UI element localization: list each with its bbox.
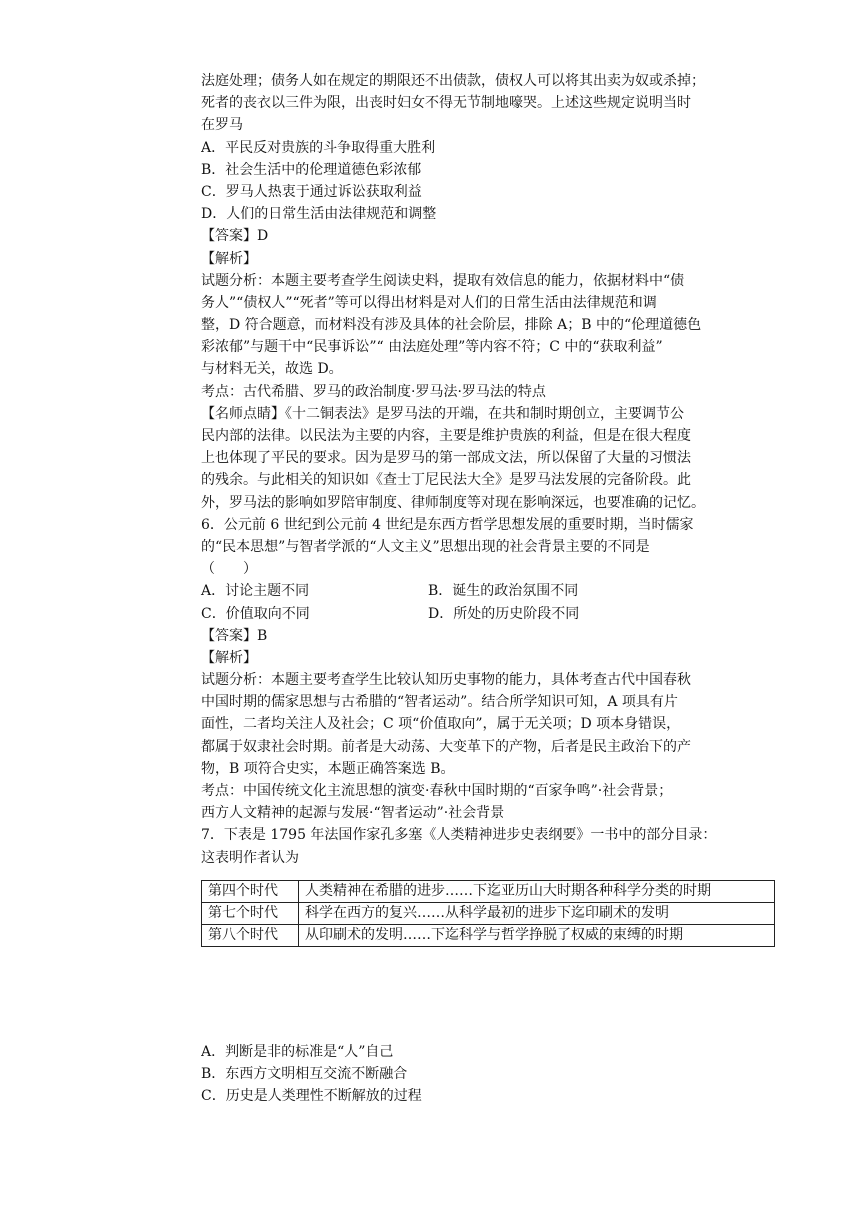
option-a: A．讨论主题不同 xyxy=(201,583,310,600)
kaodian-line: 西方人文精神的起源与发展·“智者运动”·社会背景 xyxy=(201,805,505,822)
question-stem-line: 7．下表是 1795 年法国作家孔多塞《人类精神进步史表纲要》一书中的部分目录： xyxy=(201,827,717,844)
analysis-line: 试题分析：本题主要考查学生比较认知历史事物的能力，具体考查古代中国春秋 xyxy=(201,672,691,689)
options-row xyxy=(201,603,781,625)
option-c: C．历史是人类理性不断解放的过程 xyxy=(201,1088,422,1105)
question-stem-line: （ ） xyxy=(201,561,257,578)
document-content xyxy=(201,70,781,1107)
question-stem-line: 的“民本思想”与智者学派的“人文主义”思想出现的社会背景主要的不同是 xyxy=(201,538,650,555)
option-d: D．所处的历史阶段不同 xyxy=(428,605,580,622)
table-cell-description: 人类精神在希腊的进步……下迄亚历山大时期各种科学分类的时期 xyxy=(299,880,775,902)
table-cell-era: 第四个时代 xyxy=(202,880,299,902)
question-7 xyxy=(201,824,781,1107)
mingshi-line: 的残余。与此相关的知识如《查士丁尼民法大全》是罗马法发展的完备阶段。此 xyxy=(201,472,691,489)
answer-label: 【答案】B xyxy=(201,627,268,644)
kaodian-line: 考点：古代希腊、罗马的政治制度·罗马法·罗马法的特点 xyxy=(201,383,546,400)
analysis-line: 都属于奴隶社会时期。前者是大动荡、大变革下的产物，后者是民主政治下的产 xyxy=(201,738,691,755)
analysis-line: 整，D 符合题意，而材料没有涉及具体的社会阶层，排除 A；B 中的“伦理道德色 xyxy=(201,317,702,334)
table-row xyxy=(202,880,775,902)
question-stem-line: 在罗马 xyxy=(201,117,243,134)
analysis-line: 中国时期的儒家思想与古希腊的“智者运动”。结合所学知识可知，A 项具有片 xyxy=(201,694,678,711)
analysis-line: 彩浓郁”与题干中“民事诉讼”“ 由法庭处理”等内容不符；C 中的“获取利益” xyxy=(201,339,663,356)
question-6 xyxy=(201,514,781,825)
mingshi-line: 民内部的法律。以民法为主要的内容，主要是维护贵族的利益，但是在很大程度 xyxy=(201,428,691,444)
analysis-label: 【解析】 xyxy=(201,250,257,267)
options-row xyxy=(201,580,781,602)
analysis-line: 务人”“债权人”“死者”等可以得出材料是对人们的日常生活由法律规范和调 xyxy=(201,294,657,311)
question-5 xyxy=(201,70,781,514)
option-b: B．社会生活中的伦理道德色彩浓郁 xyxy=(201,161,422,178)
question-stem-line: 6．公元前 6 世纪到公元前 4 世纪是东西方哲学思想发展的重要时期，当时儒家 xyxy=(201,516,694,533)
question-stem-line: 这表明作者认为 xyxy=(201,849,299,866)
kaodian-line: 考点：中国传统文化主流思想的演变·春秋中国时期的“百家争鸣”·社会背景； xyxy=(201,783,673,799)
option-a: A．判断是非的标准是“人”自己 xyxy=(201,1043,394,1060)
option-b: B．诞生的政治氛围不同 xyxy=(428,583,579,600)
mingshi-line: 外，罗马法的影响如罗陪审制度、律师制度等对现在影响深远，也要准确的记忆。 xyxy=(201,494,705,511)
table-cell-era: 第七个时代 xyxy=(202,902,299,924)
option-c: C．价值取向不同 xyxy=(201,605,310,622)
mingshi-line: 【名师点睛】《十二铜表法》是罗马法的开端，在共和制时期创立，主要调节公 xyxy=(201,405,684,422)
table-row xyxy=(202,924,775,946)
option-c: C．罗马人热衷于通过诉讼获取利益 xyxy=(201,183,422,200)
analysis-line: 物，B 项符合史实，本题正确答案选 B。 xyxy=(201,760,455,777)
table-cell-era: 第八个时代 xyxy=(202,924,299,946)
option-d: D．人们的日常生活由法律规范和调整 xyxy=(201,206,437,223)
option-b: B．东西方文明相互交流不断融合 xyxy=(201,1065,408,1082)
analysis-line: 面性，二者均关注人及社会；C 项“价值取向”，属于无关项；D 项本身错误， xyxy=(201,716,681,733)
analysis-label: 【解析】 xyxy=(201,649,257,666)
contents-table xyxy=(201,880,775,947)
question-stem-line: 法庭处理；债务人如在规定的期限还不出债款，债权人可以将其出卖为奴或杀掉； xyxy=(201,73,705,89)
mingshi-line: 上也体现了平民的要求。因为是罗马的第一部成文法，所以保留了大量的习惯法 xyxy=(201,450,691,467)
option-a: A．平民反对贵族的斗争取得重大胜利 xyxy=(201,139,436,156)
table-row xyxy=(202,902,775,924)
question-stem-line: 死者的丧衣以三件为限，出丧时妇女不得无节制地嚎哭。上述这些规定说明当时 xyxy=(201,95,691,112)
analysis-line: 试题分析：本题主要考查学生阅读史料，提取有效信息的能力，依据材料中“债 xyxy=(201,272,685,289)
analysis-line: 与材料无关，故选 D。 xyxy=(201,361,343,378)
table-cell-description: 从印刷术的发明……下迄科学与哲学挣脱了权威的束缚的时期 xyxy=(299,924,775,946)
contents-table-wrap xyxy=(201,880,781,947)
table-cell-description: 科学在西方的复兴……从科学最初的进步下迄印刷术的发明 xyxy=(299,902,775,924)
answer-label: 【答案】D xyxy=(201,228,269,245)
